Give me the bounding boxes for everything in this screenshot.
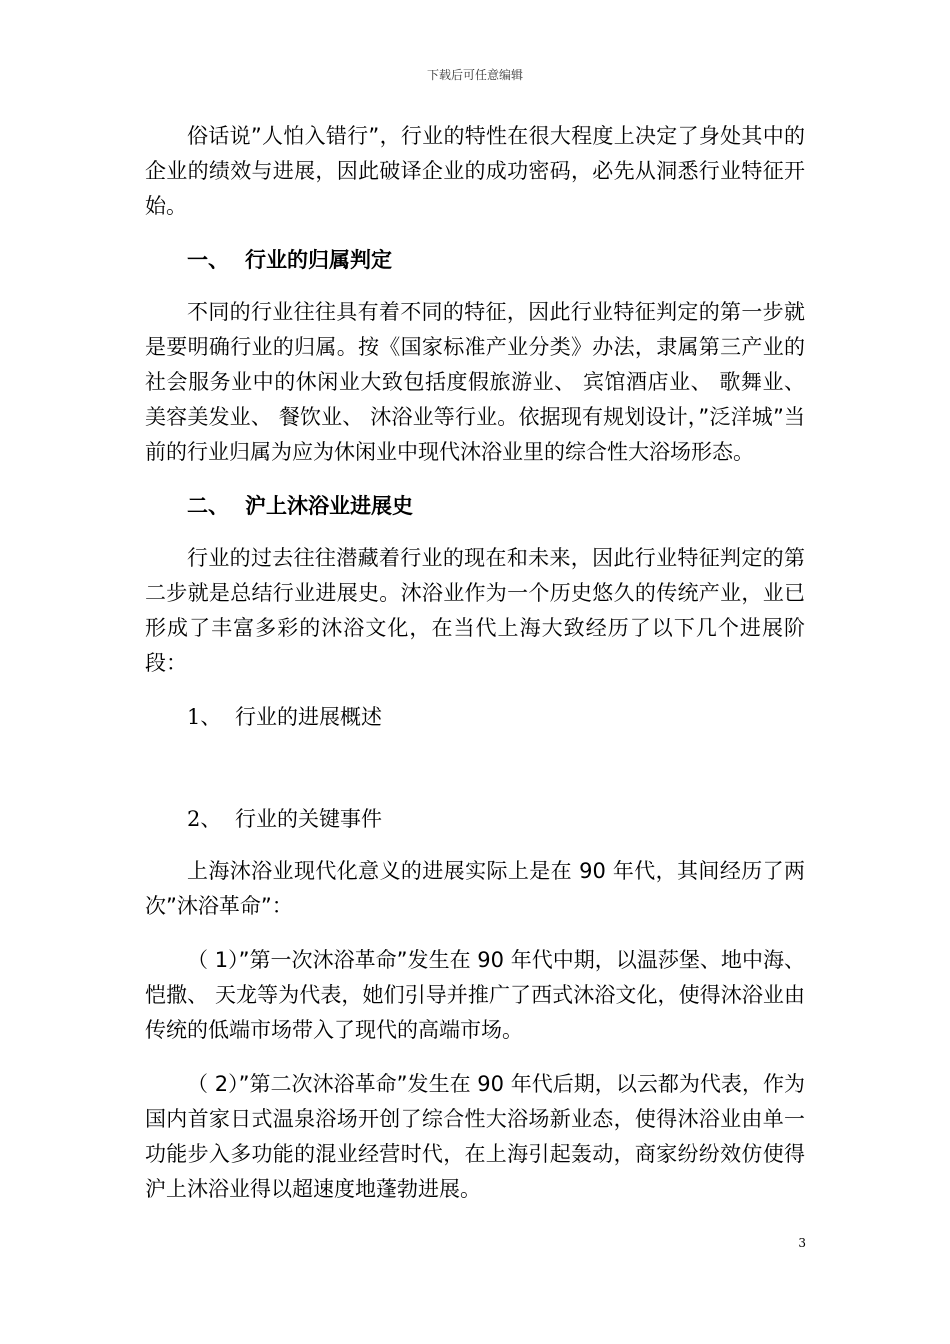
page-number: 3 bbox=[798, 1236, 806, 1250]
section1-paragraph: 不同的行业往往具有着不同的特征，因此行业特征判定的第一步就是要明确行业的归属。按《国家标准产业分类》办法，隶属第三产业的社会服务业中的休闲业大致包括度假旅游业、 宾馆酒店业、 歌舞业、 美容美发业、 餐饮业、 沐浴业等行业。依据现有规划设计，”泛洋城”当前的行业归属为应为休闲业中现代沐浴业里的综合性大浴场形态。 bbox=[145, 300, 805, 464]
page-header: 下载后可任意编辑 bbox=[426, 68, 523, 82]
section2-paragraph: 行业的过去往往潜藏着行业的现在和未来，因此行业特征判定的第二步就是总结行业进展史。沐浴业作为一个历史悠久的传统产业，业已形成了丰富多彩的沐浴文化，在当代上海大致经历了以下几个进展阶段： bbox=[145, 546, 805, 675]
blank-spacer bbox=[145, 752, 805, 802]
key-events-paragraph: 上海沐浴业现代化意义的进展实际上是在 90 年代，其间经历了两次”沐浴革命”： bbox=[145, 859, 805, 918]
subheading-title: 行业的关键事件 bbox=[235, 807, 382, 831]
subheading-2 bbox=[145, 802, 805, 837]
section-heading-2 bbox=[145, 489, 805, 524]
subheading-1 bbox=[145, 700, 805, 735]
subheading-title: 行业的进展概述 bbox=[235, 705, 382, 729]
section-heading-1 bbox=[145, 243, 805, 278]
subheading-number: 1、 bbox=[187, 705, 222, 729]
section-title: 行业的归属判定 bbox=[245, 248, 392, 272]
intro-paragraph: 俗话说”人怕入错行”，行业的特性在很大程度上决定了身处其中的企业的绩效与进展，因此破译企业的成功密码，必先从洞悉行业特征开始。 bbox=[145, 124, 805, 218]
subheading-number: 2、 bbox=[187, 807, 222, 831]
revolution-2-paragraph: （ 2）”第二次沐浴革命”发生在 90 年代后期，以云都为代表，作为国内首家日式温泉浴场开创了综合性大浴场新业态，使得沐浴业由单一功能步入多功能的混业经营时代，在上海引起轰动，商家纷纷效仿使得沪上沐浴业得以超速度地蓬勃进展。 bbox=[145, 1072, 805, 1201]
revolution-1-paragraph: （ 1）”第一次沐浴革命”发生在 90 年代中期，以温莎堡、地中海、 恺撒、 天龙等为代表，她们引导并推广了西式沐浴文化，使得沐浴业由传统的低端市场带入了现代的高端市场。 bbox=[145, 948, 805, 1042]
document-body bbox=[145, 119, 805, 1226]
section-title: 沪上沐浴业进展史 bbox=[245, 494, 413, 518]
section-number: 二、 bbox=[187, 494, 229, 518]
section-number: 一、 bbox=[187, 248, 229, 272]
